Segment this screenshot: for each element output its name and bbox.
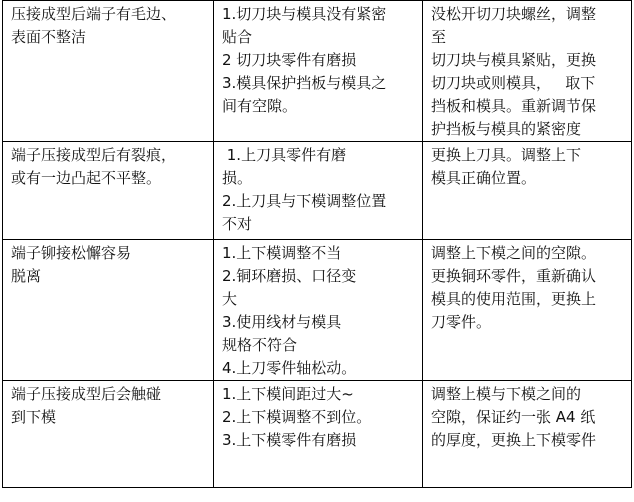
problem-cell: [3, 240, 214, 381]
solution-line: 模具正确位置。: [431, 169, 537, 187]
problem-line: 脱离: [11, 267, 42, 285]
solution-cell: [423, 142, 632, 240]
cause-line: 2.上刀具与下模调整位置: [222, 192, 387, 210]
problem-line: 端子压接成型后有裂痕，: [11, 146, 177, 164]
solution-cell: [423, 1, 632, 142]
cause-line: 规格不符合: [222, 336, 298, 354]
cause-line: 3.模具保护挡板与模具之: [222, 74, 387, 92]
problem-line: 端子压接成型后会触碰: [11, 385, 162, 403]
cause-line: 3.上下模零件有磨损: [222, 431, 357, 449]
cause-line: 2.上下模调整不到位。: [222, 408, 372, 426]
table-row: [3, 142, 632, 240]
solution-cell: [423, 381, 632, 488]
solution-line: 挡板和模具。重新调节保: [431, 97, 597, 115]
cause-line: 4.上刀零件轴松动。: [222, 359, 357, 377]
problem-line: 压接成型后端子有毛边、: [11, 5, 177, 23]
table-row: [3, 240, 632, 381]
solution-line: 切刀块或则模具， 取下: [431, 74, 596, 92]
problem-line: 或有一边凸起不平整。: [11, 169, 162, 187]
cause-line: 1.上刀具零件有磨: [222, 146, 347, 164]
solution-line: 刀零件。: [431, 313, 492, 331]
solution-line: 更换铜环零件，重新确认: [431, 267, 597, 285]
problem-cell: [3, 1, 214, 142]
cause-cell: [214, 381, 423, 488]
problem-line: 端子铆接松懈容易: [11, 244, 132, 262]
solution-line: 调整上下模之间的空隙。: [431, 244, 597, 262]
solution-line: 空隙，保证约一张 A4 纸: [431, 408, 596, 426]
solution-line: 调整上模与下模之间的: [431, 385, 582, 403]
solution-line: 没松开切刀块螺丝，调整: [431, 5, 597, 23]
solution-line: 的厚度，更换上下模零件: [431, 431, 597, 449]
cause-cell: [214, 240, 423, 381]
cause-cell: [214, 142, 423, 240]
table-row: [3, 381, 632, 488]
cause-line: 损。: [222, 169, 253, 187]
solution-cell: [423, 240, 632, 381]
problem-cell: [3, 381, 214, 488]
cause-line: 2.铜环磨损、口径变: [222, 267, 357, 285]
solution-line: 切刀块与模具紧贴，更换: [431, 51, 597, 69]
solution-line: 至: [431, 28, 447, 46]
cause-line: 1.切刀块与模具没有紧密: [222, 5, 387, 23]
cause-line: 贴合: [222, 28, 253, 46]
cause-line: 不对: [222, 215, 253, 233]
cause-cell: [214, 1, 423, 142]
cause-line: 1.上下模间距过大~: [222, 385, 354, 403]
solution-line: 更换上刀具。调整上下: [431, 146, 582, 164]
problem-cell: [3, 142, 214, 240]
cause-line: 2 切刀块零件有磨损: [222, 51, 357, 69]
cause-line: 间有空隙。: [222, 97, 298, 115]
problem-line: 表面不整洁: [11, 28, 87, 46]
solution-line: 护挡板与模具的紧密度: [431, 120, 582, 138]
troubleshooting-table: [2, 0, 632, 488]
problem-line: 到下模: [11, 408, 57, 426]
cause-line: 3.使用线材与模具: [222, 313, 342, 331]
solution-line: 模具的使用范围，更换上: [431, 290, 597, 308]
cause-line: 大: [222, 290, 238, 308]
cause-line: 1.上下模调整不当: [222, 244, 342, 262]
table-row: [3, 1, 632, 142]
